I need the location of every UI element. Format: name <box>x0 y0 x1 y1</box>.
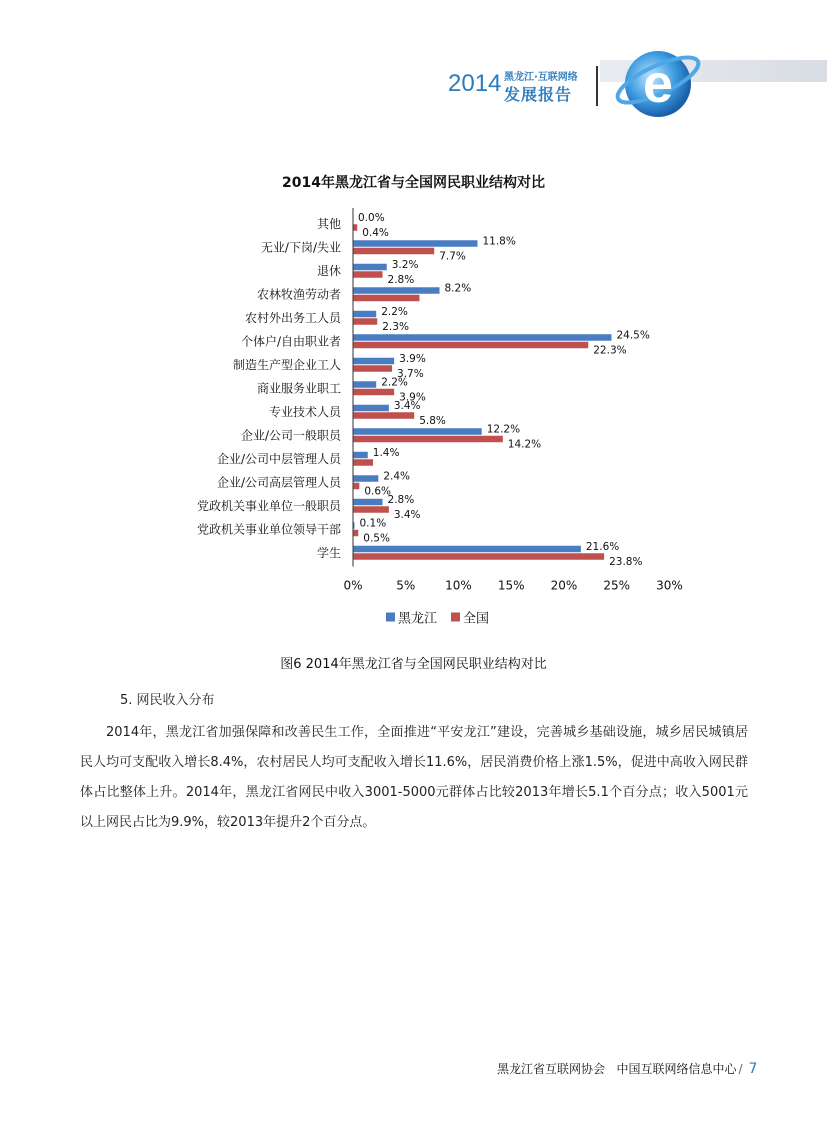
bar-heilongjiang <box>353 358 394 365</box>
bar-national <box>353 389 394 396</box>
bar-heilongjiang <box>353 499 383 506</box>
data-label-national: 3.9% <box>399 391 426 404</box>
data-label-national: 0.4% <box>362 226 389 239</box>
category-label: 企业/公司高层管理人员 <box>216 475 341 490</box>
bar-national <box>353 506 389 513</box>
data-label-heilongjiang: 8.2% <box>444 282 472 295</box>
x-tick-label: 25% <box>603 578 631 593</box>
bar-heilongjiang <box>353 546 581 553</box>
bar-heilongjiang <box>353 452 368 459</box>
bar-heilongjiang <box>353 287 440 294</box>
data-label-heilongjiang: 12.2% <box>486 423 521 436</box>
data-label-heilongjiang: 3.2% <box>391 258 419 271</box>
data-label-heilongjiang: 3.9% <box>399 352 426 365</box>
category-label: 企业/公司中层管理人员 <box>216 451 341 466</box>
bar-heilongjiang <box>353 405 389 412</box>
figure-caption: 图6 2014年黑龙江省与全国网民职业结构对比 <box>280 657 547 672</box>
legend-label-national: 全国 <box>463 611 490 627</box>
header-year: 2014 <box>448 70 502 97</box>
data-label-national: 22.3% <box>593 344 627 357</box>
ie-logo-icon <box>612 44 704 122</box>
bar-national <box>353 318 377 325</box>
bar-heilongjiang <box>353 264 387 271</box>
data-label-national: 2.8% <box>387 273 415 286</box>
header-divider <box>596 66 598 106</box>
data-label-national: 7.7% <box>439 250 466 263</box>
x-tick-label: 5% <box>396 578 416 593</box>
x-tick-label: 15% <box>497 578 525 593</box>
x-tick-label: 0% <box>343 578 363 593</box>
category-label: 农林牧渔劳动者 <box>256 287 341 302</box>
page-footer <box>497 1060 757 1077</box>
category-label: 企业/公司一般职员 <box>240 428 341 443</box>
data-label-heilongjiang: 11.8% <box>482 235 516 248</box>
body-paragraph: 2014年，黑龙江省加强保障和改善民生工作，全面推进“平安龙江”建设，完善城乡基础设施，城乡居民城镇居民人均可支配收入增长8.4%，农村居民人均可支配收入增长11.6%，居民消费价格上涨1.5%，促进中高收入网民群体占比整体上升。2014年，黑龙江省网民中收入3001-5000元群体占比较2013年增长5.1个百分点；收入5001元以上网民占比为9.9%，较2013年提升2个百分点。 <box>80 725 748 830</box>
footer-org-2: 中国互联网络信息中心 <box>616 1062 737 1076</box>
bar-heilongjiang <box>353 381 376 388</box>
bar-heilongjiang <box>353 475 378 482</box>
data-label-heilongjiang: 24.5% <box>616 329 650 342</box>
category-label: 商业服务业职工 <box>256 381 341 396</box>
page-number: 7 <box>748 1061 758 1077</box>
footer-org-1: 黑龙江省互联网协会 <box>497 1062 606 1076</box>
legend-swatch-heilongjiang <box>386 613 395 622</box>
bar-national <box>353 295 419 302</box>
data-label-national: 0.5% <box>363 532 390 545</box>
bar-national <box>353 553 604 560</box>
category-label: 农村外出务工人员 <box>244 310 341 325</box>
chart-title: 2014年黑龙江省与全国网民职业结构对比 <box>282 175 545 191</box>
data-label-heilongjiang: 2.4% <box>383 470 411 483</box>
data-label-heilongjiang: 0.0% <box>358 211 385 224</box>
category-label: 个体户/自由职业者 <box>240 334 341 349</box>
category-label: 制造生产型企业工人 <box>232 357 341 372</box>
section-heading: 5. 网民收入分布 <box>120 693 215 708</box>
data-label-national: 14.2% <box>507 438 542 451</box>
data-label-national: 0.6% <box>364 485 392 498</box>
bar-heilongjiang <box>353 428 482 435</box>
bar-national <box>353 271 383 278</box>
legend-swatch-national <box>451 613 460 622</box>
x-tick-label: 10% <box>445 578 472 593</box>
footer-separator: / <box>738 1062 743 1076</box>
data-label-national: 2.3% <box>382 320 409 333</box>
data-label-heilongjiang: 2.8% <box>387 493 415 506</box>
header-subtitle-small: 黑龙江·互联网络 <box>504 72 578 83</box>
data-label-heilongjiang: 2.2% <box>381 305 408 318</box>
bar-heilongjiang <box>353 311 376 318</box>
data-label-national: 5.8% <box>419 414 446 427</box>
category-label: 党政机关事业单位一般职员 <box>196 498 341 513</box>
data-label-heilongjiang: 1.4% <box>372 446 400 459</box>
data-label-heilongjiang: 3.4% <box>393 399 421 412</box>
data-label-heilongjiang: 2.2% <box>381 376 408 389</box>
svg-text:e: e <box>642 54 674 114</box>
bar-national <box>353 459 373 466</box>
bar-national <box>353 436 503 443</box>
bar-national <box>353 412 414 419</box>
bar-national <box>353 342 588 349</box>
bar-national <box>353 483 359 490</box>
legend-label-heilongjiang: 黑龙江 <box>398 611 438 627</box>
category-label: 无业/下岗/失业 <box>260 240 341 255</box>
bar-national <box>353 365 392 372</box>
data-label-national: 23.8% <box>609 555 643 568</box>
category-label: 学生 <box>316 545 341 560</box>
bar-national <box>353 530 358 537</box>
category-label: 专业技术人员 <box>268 404 341 419</box>
data-label-national: 3.4% <box>393 508 421 521</box>
data-label-heilongjiang: 0.1% <box>359 517 387 530</box>
bar-national <box>353 224 357 231</box>
bar-national <box>353 248 434 255</box>
bar-heilongjiang <box>353 334 611 341</box>
category-label: 退休 <box>316 263 341 278</box>
bar-heilongjiang <box>353 240 477 247</box>
category-label: 党政机关事业单位领导干部 <box>196 522 341 537</box>
data-label-heilongjiang: 21.6% <box>585 540 620 553</box>
x-tick-label: 30% <box>656 578 683 593</box>
x-tick-label: 20% <box>550 578 578 593</box>
occupation-bar-chart <box>0 195 827 645</box>
category-label: 其他 <box>316 216 341 231</box>
header-subtitle-big: 发展报告 <box>504 85 573 104</box>
data-label-national: 3.7% <box>397 367 424 380</box>
